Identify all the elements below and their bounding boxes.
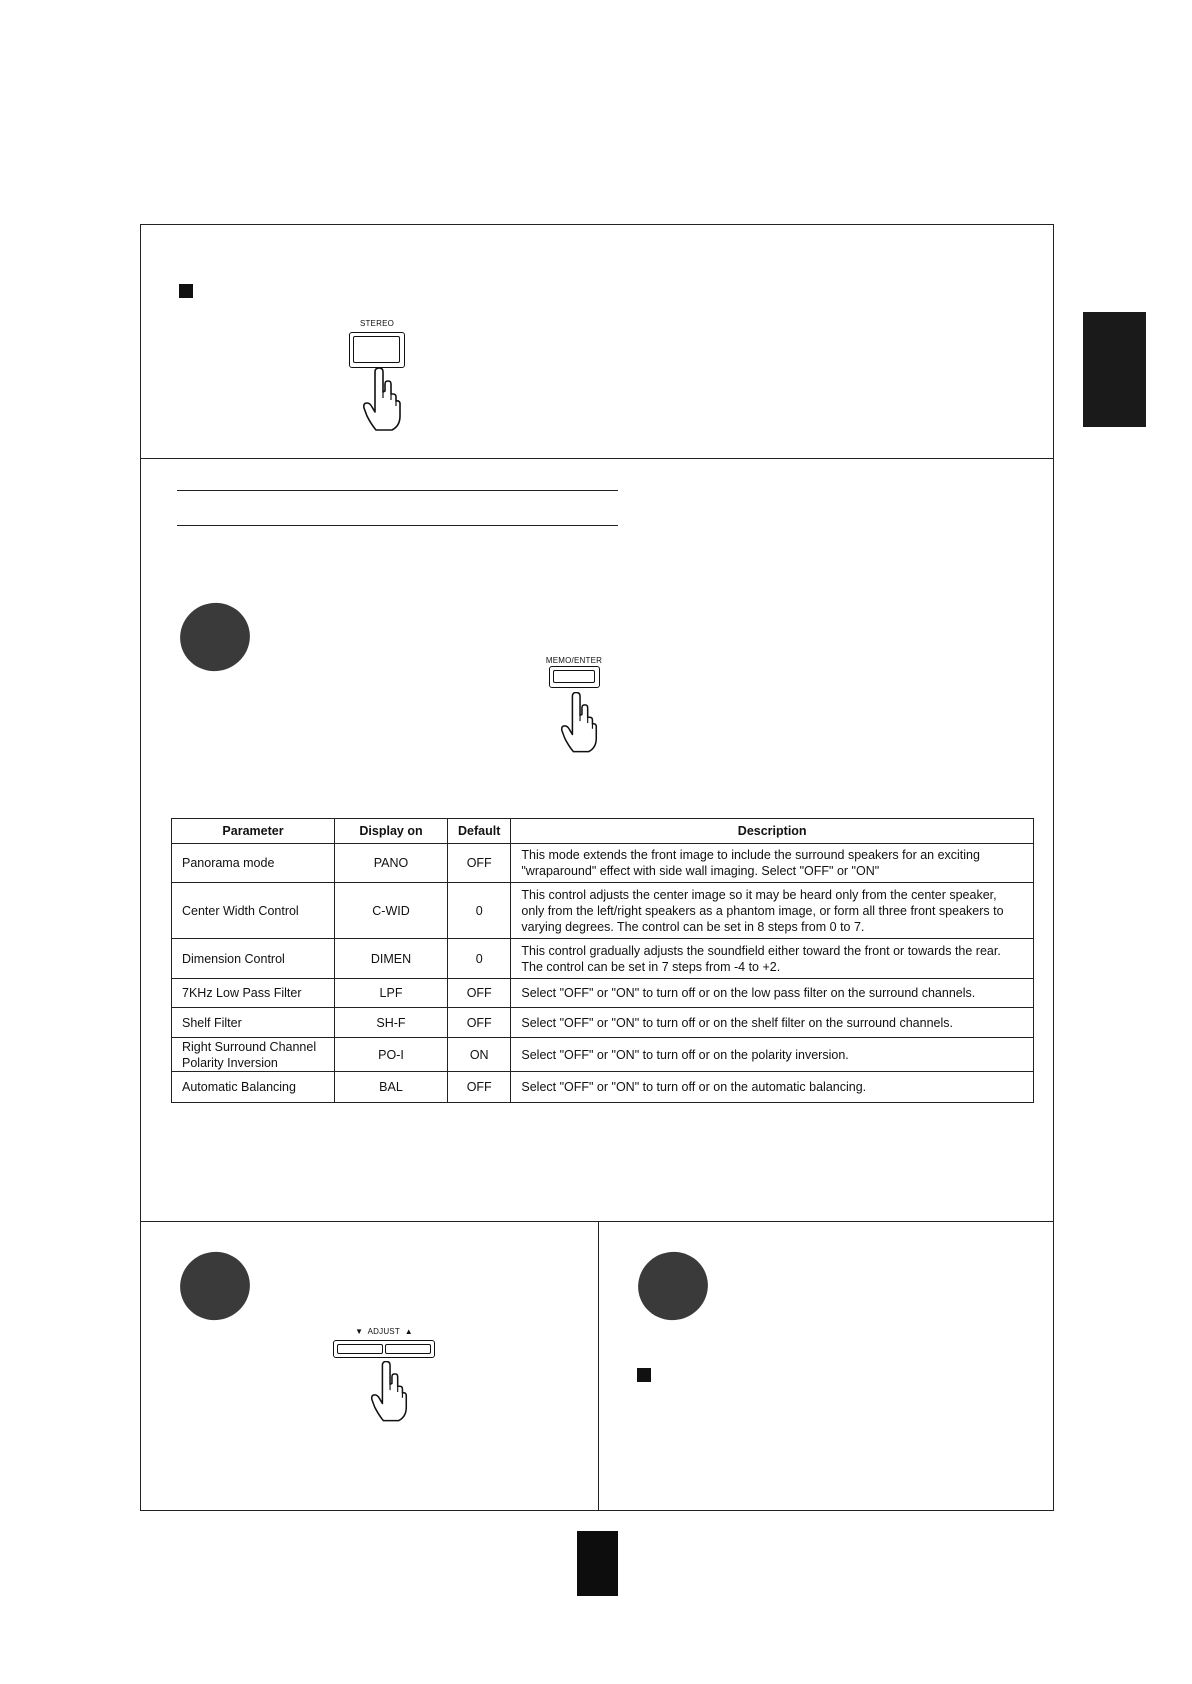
adjust-button[interactable] — [333, 1340, 435, 1358]
default-cell: ON — [448, 1038, 511, 1072]
default-cell: OFF — [448, 844, 511, 883]
parameter-cell: 7KHz Low Pass Filter — [172, 979, 335, 1008]
description-cell: Select "OFF" or "ON" to turn off or on the shelf filter on the surround channels. — [511, 1008, 1034, 1038]
adjust-label-text: ADJUST — [367, 1327, 400, 1336]
description-cell: This control adjusts the center image so it may be heard only from the center speaker, only from the left/right speakers as a phantom image, or form all three front speakers to varying degrees. The control can be set in 8 steps from 0 to 7. — [511, 883, 1034, 939]
page-number-tab — [577, 1531, 618, 1596]
display-cell: SH-F — [335, 1008, 448, 1038]
adjust-button-label — [330, 1327, 438, 1336]
default-cell: OFF — [448, 1008, 511, 1038]
description-cell: This control gradually adjusts the soundfield either toward the front or towards the rear. The control can be set in 7 steps from -4 to +2. — [511, 939, 1034, 979]
table-row — [172, 844, 1034, 883]
default-cell: OFF — [448, 979, 511, 1008]
display-cell: C-WID — [335, 883, 448, 939]
table-row — [172, 979, 1034, 1008]
stereo-button[interactable] — [349, 332, 405, 368]
parameter-cell: Panorama mode — [172, 844, 335, 883]
display-cell: DIMEN — [335, 939, 448, 979]
description-cell: This mode extends the front image to include the surround speakers for an exciting "wraparound" effect with side wall imaging. Select "OFF" or "ON" — [511, 844, 1034, 883]
header-default: Default — [448, 819, 511, 844]
description-cell: Select "OFF" or "ON" to turn off or on the automatic balancing. — [511, 1072, 1034, 1103]
parameter-cell: Center Width Control — [172, 883, 335, 939]
table-header-row — [172, 819, 1034, 844]
adjust-down-button[interactable] — [337, 1344, 383, 1354]
memo-enter-button-label: MEMO/ENTER — [545, 656, 603, 665]
divider-line — [177, 490, 618, 491]
pointing-hand-icon — [560, 692, 602, 754]
stereo-panel — [140, 224, 1054, 459]
parameter-cell: Shelf Filter — [172, 1008, 335, 1038]
section-tab-marker — [1083, 312, 1146, 427]
header-display-on: Display on — [335, 819, 448, 844]
parameter-cell: Right Surround Channel Polarity Inversion — [172, 1038, 335, 1072]
adjust-down-glyph: ▼ — [355, 1327, 364, 1336]
stereo-button-label: STEREO — [359, 319, 395, 328]
header-parameter: Parameter — [172, 819, 335, 844]
display-cell: LPF — [335, 979, 448, 1008]
pointing-hand-icon — [362, 368, 406, 432]
table-row — [172, 883, 1034, 939]
header-description: Description — [511, 819, 1034, 844]
table-row — [172, 1038, 1034, 1072]
pointing-hand-icon — [370, 1361, 412, 1423]
display-cell: PANO — [335, 844, 448, 883]
parameter-cell: Automatic Balancing — [172, 1072, 335, 1103]
parameter-cell: Dimension Control — [172, 939, 335, 979]
parameter-table — [171, 818, 1034, 1103]
bullet-square — [179, 284, 193, 298]
description-cell: Select "OFF" or "ON" to turn off or on the low pass filter on the surround channels. — [511, 979, 1034, 1008]
default-cell: OFF — [448, 1072, 511, 1103]
bullet-square — [637, 1368, 651, 1382]
default-cell: 0 — [448, 883, 511, 939]
table-row — [172, 939, 1034, 979]
divider-line — [177, 525, 618, 526]
adjust-up-glyph: ▲ — [404, 1327, 413, 1336]
display-cell: PO-I — [335, 1038, 448, 1072]
table-row — [172, 1072, 1034, 1103]
default-cell: 0 — [448, 939, 511, 979]
table-row — [172, 1008, 1034, 1038]
display-cell: BAL — [335, 1072, 448, 1103]
adjust-up-button[interactable] — [385, 1344, 431, 1354]
description-cell: Select "OFF" or "ON" to turn off or on the polarity inversion. — [511, 1038, 1034, 1072]
memo-enter-button[interactable] — [549, 666, 600, 688]
